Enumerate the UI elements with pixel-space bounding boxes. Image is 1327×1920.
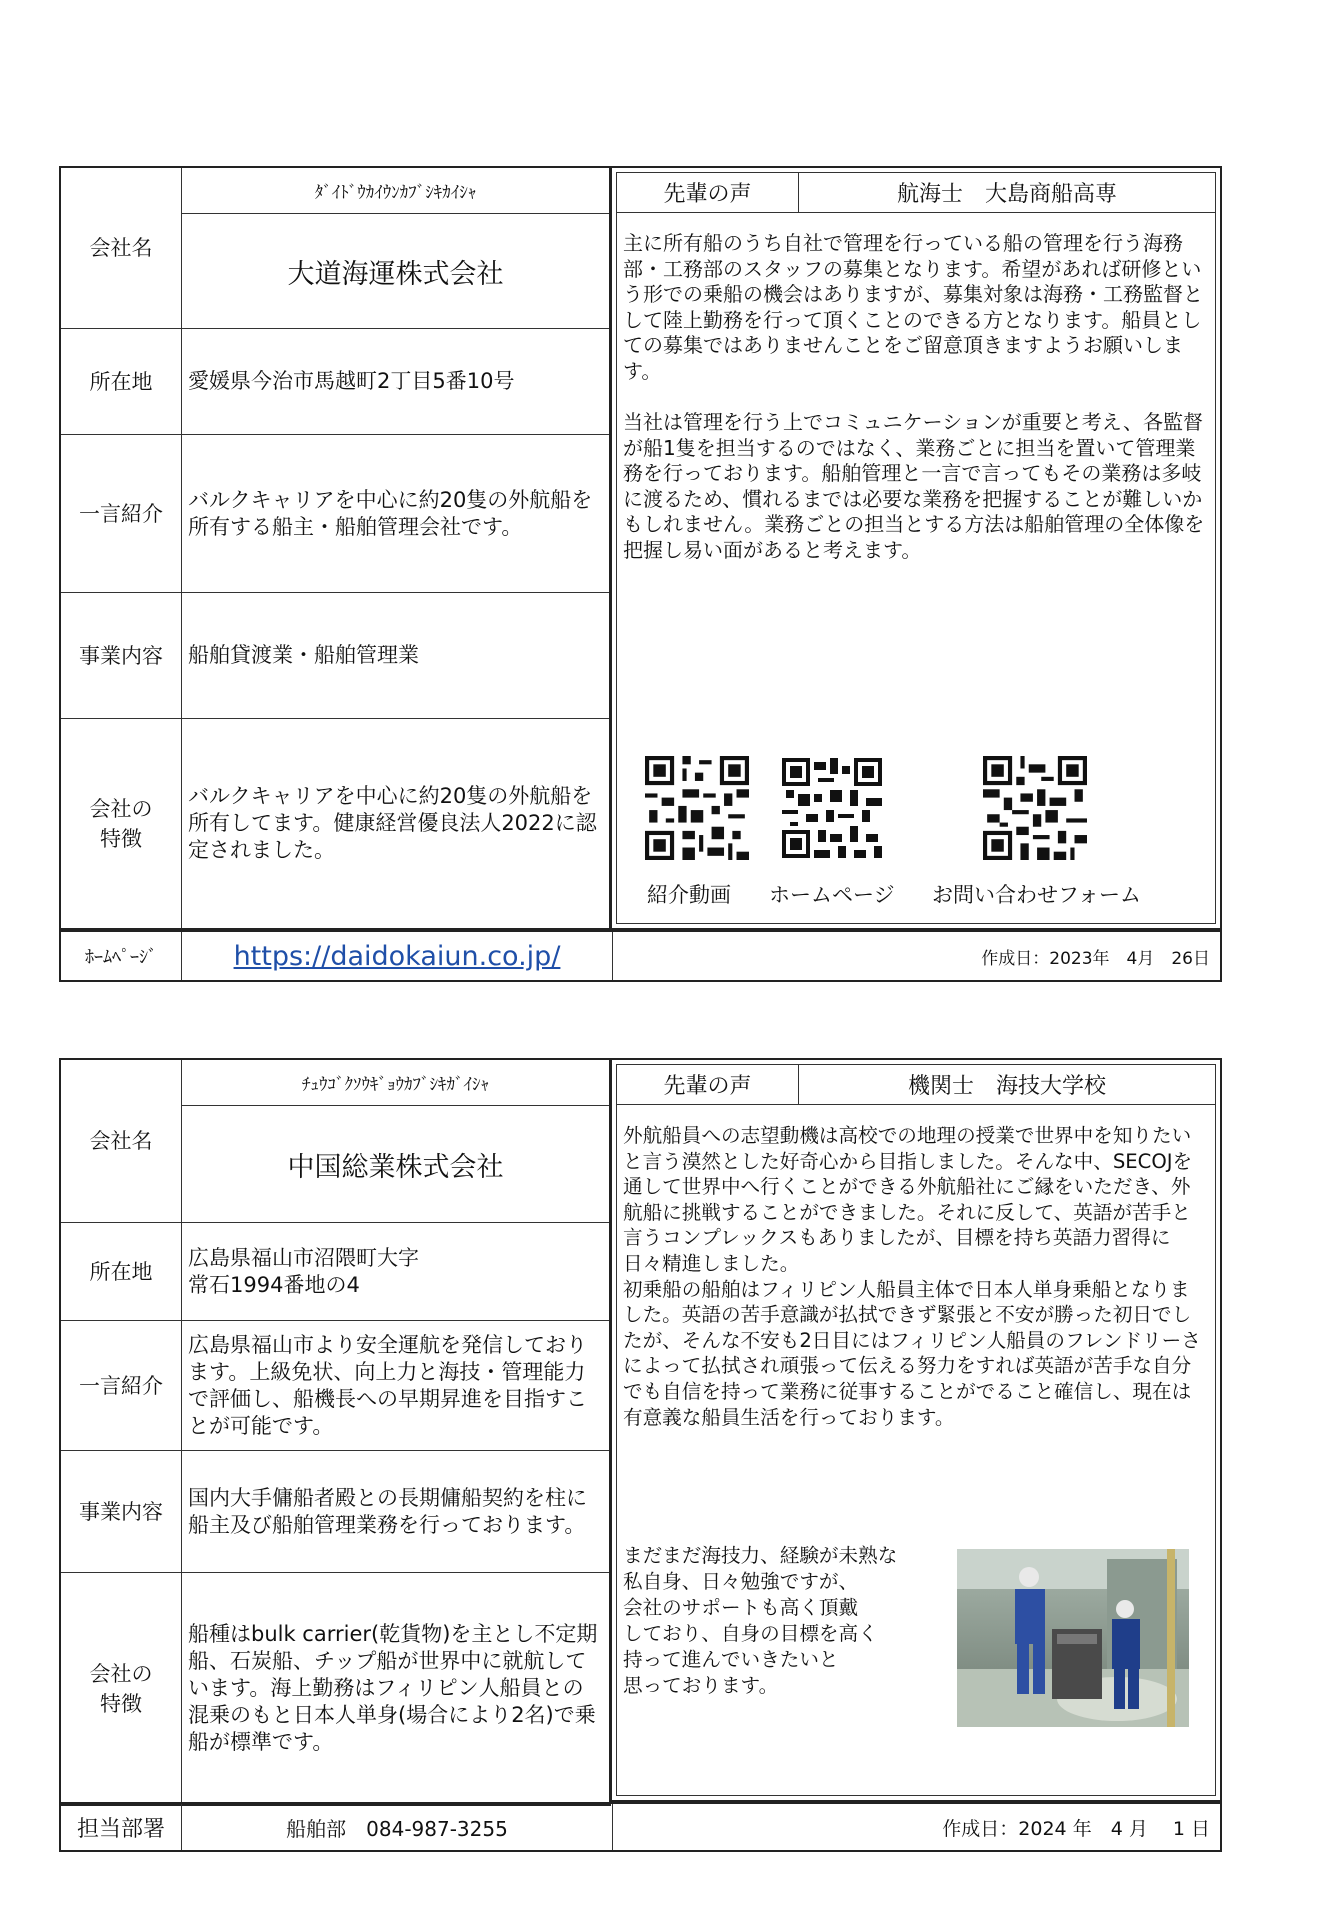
homepage-link[interactable]: https://daidokaiun.co.jp/: [233, 940, 561, 972]
voice-line: しており、自身の目標を高く: [623, 1622, 878, 1645]
company-info-table: [59, 166, 611, 930]
created-date: 作成日：2023年 4月 26日: [981, 948, 1210, 969]
company-name: 中国総業株式会社: [287, 1151, 504, 1183]
voice-line: まだまだ海技力、経験が未熟な: [623, 1544, 898, 1567]
label-homepage: ﾎｰﾑﾍﾟｰｼﾞ: [61, 932, 182, 980]
qr-label-contact-form: お問い合わせフォーム: [932, 883, 1141, 907]
company-card-daido: [59, 166, 1222, 986]
label-features-line2: 特徴: [100, 1691, 142, 1716]
voice-line: 持って進んでいきたいと: [623, 1648, 839, 1671]
label-company-name: 会社名: [61, 168, 182, 328]
voice-line: 会社のサポートも高く頂戴: [623, 1596, 859, 1619]
company-info-table: [59, 1058, 611, 1806]
department-value: 船舶部 084-987-3255: [182, 1804, 613, 1850]
location-line-2: 常石1994番地の4: [188, 1272, 360, 1297]
location-value: [182, 1223, 609, 1320]
senior-voice-panel: [610, 166, 1222, 930]
label-intro: 一言紹介: [61, 435, 182, 592]
card-footer: [59, 930, 1222, 982]
company-card-chugoku: [59, 1058, 1222, 1858]
label-features: [61, 1573, 182, 1804]
label-location: 所在地: [61, 329, 182, 434]
label-business: 事業内容: [61, 593, 182, 718]
voice-line: 思っております。: [623, 1674, 779, 1697]
label-company-name: 会社名: [61, 1060, 182, 1222]
voice-paragraph-1: 主に所有船のうち自社で管理を行っている船の管理を行う海務部・工務部のスタッフの募集となります。希望があれば研修という形での乗船の機会はありますが、募集対象は海務・工務監督として陸上勤務を行って頂くことのできる方となります。船員としての募集ではありませんことをご留意頂きますようお願いします。: [623, 231, 1203, 383]
business-value: 国内大手傭船者殿との長期傭船契約を柱に船主及び船舶管理業務を行っております。: [188, 1485, 587, 1537]
voice-title: 機関士 海技大学校: [907, 1074, 1106, 1099]
card-footer: [59, 1802, 1222, 1852]
voice-line: 私自身、日々勉強ですが、: [623, 1570, 859, 1593]
voice-paragraph-2: 初乗船の船舶はフィリピン人船員主体で日本人単身乗船となりました。英語の苦手意識が払拭できず緊張と不安が勝った初日でしたが、そんな不安も2日目にはフィリピン人船員のフレンドリーさによって払拭され頑張って伝える努力をすれば英語が苦手な自分でも自信を持って業務に従事することがでること確信し、現在は有意義な船員生活を行っております。: [623, 1277, 1201, 1429]
voice-paragraph-1: 外航船員への志望動機は高校での地理の授業で世界中を知りたいと言う漠然とした好奇心から目指しました。そんな中、SECOJを通して世界中へ行くことができる外航船社にご縁をいただき、外航船に挑戦することができました。それに反して、英語が苦手と言うコンプレックスもありましたが、目標を持ち英語力習得に日々精進しました。: [623, 1124, 1193, 1275]
voice-label: 先輩の声: [617, 1065, 799, 1104]
voice-text: [617, 1105, 1215, 1430]
qr-code-icon[interactable]: [782, 756, 882, 860]
features-value: バルクキャリアを中心に約20隻の外航船を所有してます。健康経営優良法人2022に認定されました。: [188, 784, 597, 862]
label-features-line2: 特徴: [100, 826, 142, 851]
voice-label: 先輩の声: [617, 173, 799, 212]
voice-title: 航海士 大島商船高専: [896, 182, 1117, 207]
voice-paragraph-3: [617, 1543, 903, 1699]
label-department: 担当部署: [61, 1804, 182, 1850]
label-features: [61, 719, 182, 928]
location-value: 愛媛県今治市馬越町2丁目5番10号: [188, 369, 515, 393]
engine-room-photo: [957, 1549, 1189, 1727]
company-kana: ﾀﾞｲﾄﾞｳｶｲｳﾝｶﾌﾞｼｷｶｲｼｬ: [182, 168, 609, 214]
qr-code-icon[interactable]: [982, 756, 1088, 860]
intro-value: バルクキャリアを中心に約20隻の外航船を所有する船主・船舶管理会社です。: [188, 487, 593, 539]
label-features-line1: 会社の: [89, 796, 153, 821]
voice-text: [617, 213, 1215, 563]
label-intro: 一言紹介: [61, 1321, 182, 1450]
voice-paragraph-2: 当社は管理を行う上でコミュニケーションが重要と考え、各監督が船1隻を担当するのではなく、業務ごとに担当を置いて管理業務を行っております。船舶管理と一言で言ってもその業務は多岐に渡るため、慣れるまでは必要な業務を把握することが難しいかもしれません。業務ごとの担当とする方法は船舶管理の全体像を把握し易い面があると考えます。: [623, 410, 1205, 562]
label-business: 事業内容: [61, 1451, 182, 1572]
location-line-1: 広島県福山市沼隈町大字: [188, 1245, 419, 1270]
qr-label-video: 紹介動画: [647, 883, 731, 907]
created-date: 作成日：2024 年 4 月 1 日: [942, 1817, 1210, 1840]
company-kana: ﾁｭｳｺﾞｸｿｳｷﾞｮｳｶﾌﾞｼｷｶﾞｲｼｬ: [182, 1060, 609, 1106]
qr-code-icon[interactable]: [641, 756, 753, 860]
label-location: 所在地: [61, 1223, 182, 1320]
senior-voice-panel: [610, 1058, 1222, 1802]
company-name: 大道海運株式会社: [287, 258, 504, 290]
intro-value: 広島県福山市より安全運航を発信しております。上級免状、向上力と海技・管理能力で評価し、船機長への早期昇進を目指すことが可能です。: [188, 1332, 587, 1438]
qr-label-homepage: ホームページ: [769, 883, 895, 907]
business-value: 船舶貸渡業・船舶管理業: [188, 643, 419, 667]
features-value: 船種はbulk carrier(乾貨物)を主とし不定期船、石炭船、チップ船が世界中に就航しています。海上勤務はフィリピン人船員との混乗のもと日本人単身(場合により2名)で乗船が標準です。: [188, 1622, 598, 1754]
label-features-line1: 会社の: [89, 1661, 153, 1686]
